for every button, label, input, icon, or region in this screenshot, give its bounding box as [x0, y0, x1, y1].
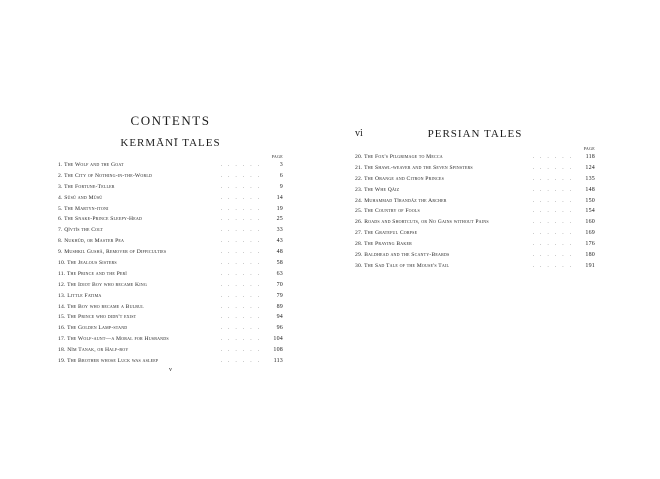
- toc-entry: [355, 261, 595, 272]
- toc-entry-page: 63: [276, 270, 283, 277]
- toc-entry-title: 26. Roads and Shortcuts, or No Gains without Pains: [355, 219, 489, 226]
- toc-leader-dots: ......: [220, 183, 265, 190]
- toc-entry: [355, 152, 595, 163]
- toc-entry: [58, 302, 283, 313]
- toc-entry-title: 9. Mushkil Gushā, Remover of Difficulties: [58, 249, 167, 256]
- toc-entry-title: 19. The Brother whose Luck was asleep: [58, 358, 159, 365]
- toc-entry-page: 25: [276, 216, 283, 223]
- toc-entry-title: 30. The Sad Tale of the Mouse's Tail: [355, 262, 450, 269]
- toc-entry: [355, 250, 595, 261]
- toc-list-left: [58, 160, 283, 367]
- toc-entry-title: 10. The Jealous Sisters: [58, 260, 117, 267]
- toc-entry-title: 5. The Martyn-itoni: [58, 205, 109, 212]
- toc-leader-dots: ......: [532, 241, 577, 248]
- toc-entry-title: 27. The Grateful Corpse: [355, 230, 418, 237]
- toc-entry-page: 79: [276, 292, 283, 299]
- page-column-label: PAGE: [583, 146, 595, 151]
- toc-entry-page: 108: [273, 347, 283, 354]
- toc-entry-page: 3: [279, 162, 283, 168]
- toc-leader-dots: ......: [220, 303, 265, 310]
- toc-entry-title: 13. Little Fatima: [58, 292, 102, 299]
- toc-leader-dots: ......: [220, 292, 265, 299]
- toc-leader-dots: ......: [532, 208, 577, 215]
- toc-entry-title: 28. The Praying Baker: [355, 241, 412, 248]
- toc-leader-dots: ......: [220, 227, 265, 234]
- section-heading-persian: PERSIAN TALES: [427, 128, 523, 140]
- toc-entry: [58, 171, 283, 182]
- toc-entry-title: 8. Nukhūd, or Master Pea: [58, 238, 125, 245]
- toc-list-right: [355, 152, 595, 272]
- toc-leader-dots: ......: [220, 347, 265, 354]
- toc-entry-page: 191: [585, 262, 595, 269]
- toc-entry: [355, 185, 595, 196]
- toc-entry-title: 21. The Shawl-weaver and the Seven Spinsters: [355, 164, 473, 171]
- toc-entry: [58, 291, 283, 302]
- toc-entry-page: 48: [276, 249, 283, 256]
- toc-leader-dots: ......: [532, 262, 577, 269]
- running-head: [355, 126, 595, 142]
- toc-leader-dots: ......: [220, 162, 265, 168]
- toc-leader-dots: ......: [220, 216, 265, 223]
- toc-entry-title: 29. Baldhead and the Scanty-Beards: [355, 252, 450, 259]
- toc-leader-dots: ......: [220, 325, 265, 332]
- toc-entry: [58, 225, 283, 236]
- toc-entry: [355, 217, 595, 228]
- page-number: vi: [355, 128, 363, 139]
- toc-entry-title: 11. The Prince and the Perī: [58, 270, 127, 277]
- page-column-label: PAGE: [271, 154, 283, 159]
- toc-leader-dots: ......: [220, 358, 265, 365]
- toc-entry-page: 118: [585, 154, 595, 160]
- toc-entry-title: 20. The Fox's Pilgrimage to Mecca: [355, 154, 443, 160]
- toc-entry: [58, 323, 283, 334]
- toc-entry-title: 3. The Fortune-Teller: [58, 183, 115, 190]
- right-page: [355, 126, 595, 272]
- toc-entry: [58, 258, 283, 269]
- toc-entry-title: 25. The Country of Fools: [355, 208, 420, 215]
- toc-entry-page: 113: [273, 358, 283, 365]
- left-page: [58, 108, 283, 373]
- toc-entry-page: 33: [276, 227, 283, 234]
- toc-entry-title: 7. Qīvtīs the Colt: [58, 227, 104, 234]
- toc-entry-title: 17. The Wolf-aunt—a Moral for Husbands: [58, 336, 169, 343]
- toc-entry-title: 12. The Idiot Boy who became King: [58, 281, 147, 288]
- toc-leader-dots: ......: [220, 238, 265, 245]
- toc-entry-title: 15. The Prince who didn't exist: [58, 314, 137, 321]
- toc-entry: [355, 239, 595, 250]
- toc-entry: [58, 334, 283, 345]
- toc-leader-dots: ......: [220, 314, 265, 321]
- toc-leader-dots: ......: [532, 197, 577, 204]
- toc-entry-page: 154: [585, 208, 595, 215]
- toc-entry: [58, 214, 283, 225]
- toc-entry-title: 14. The Boy who became a Bulbul: [58, 303, 144, 310]
- toc-entry: [58, 345, 283, 356]
- toc-entry: [355, 206, 595, 217]
- toc-entry-title: 18. Nīm Tanak, or Half-boy: [58, 347, 129, 354]
- toc-entry: [355, 196, 595, 207]
- toc-entry: [355, 163, 595, 174]
- toc-leader-dots: ......: [220, 336, 265, 343]
- toc-entry-page: 9: [279, 183, 283, 190]
- toc-leader-dots: ......: [532, 230, 577, 237]
- toc-entry-page: 160: [585, 219, 595, 226]
- toc-entry-page: 135: [585, 175, 595, 182]
- toc-entry-title: 2. The City of Nothing-in-the-World: [58, 172, 153, 179]
- toc-entry-page: 104: [273, 336, 283, 343]
- toc-entry-page: 169: [585, 230, 595, 237]
- toc-leader-dots: ......: [220, 260, 265, 267]
- toc-entry-page: 180: [585, 252, 595, 259]
- toc-leader-dots: ......: [220, 194, 265, 201]
- toc-entry: [58, 160, 283, 171]
- toc-entry-title: 4. Sūsū and Mūsū: [58, 194, 103, 201]
- toc-leader-dots: ......: [532, 175, 577, 182]
- toc-leader-dots: ......: [220, 249, 265, 256]
- contents-heading: CONTENTS: [130, 113, 211, 128]
- toc-leader-dots: ......: [220, 172, 265, 179]
- toc-entry-page: 14: [276, 194, 283, 201]
- toc-entry-page: 6: [279, 172, 283, 179]
- toc-entry-page: 70: [276, 281, 283, 288]
- toc-entry-title: 6. The Snake-Prince Sleepy-Head: [58, 216, 143, 223]
- toc-entry: [58, 356, 283, 367]
- toc-entry-page: 176: [585, 241, 595, 248]
- toc-entry: [58, 193, 283, 204]
- toc-entry: [58, 182, 283, 193]
- toc-entry: [58, 236, 283, 247]
- toc-entry-page: 124: [585, 164, 595, 171]
- toc-entry-page: 148: [585, 186, 595, 193]
- toc-entry: [58, 280, 283, 291]
- toc-entry-page: 96: [276, 325, 283, 332]
- folio-number: v: [169, 366, 172, 373]
- toc-leader-dots: ......: [220, 205, 265, 212]
- section-heading-kermani: KERMĀNĪ TALES: [120, 137, 221, 149]
- toc-entry: [58, 247, 283, 258]
- toc-leader-dots: ......: [532, 252, 577, 259]
- toc-entry: [58, 312, 283, 323]
- toc-entry: [58, 269, 283, 280]
- toc-leader-dots: ......: [532, 154, 577, 160]
- toc-leader-dots: ......: [532, 164, 577, 171]
- toc-leader-dots: ......: [532, 186, 577, 193]
- toc-entry-title: 24. Muhammad Tīrandāz the Archer: [355, 197, 447, 204]
- toc-entry-title: 22. The Orange and Citron Princes: [355, 175, 445, 182]
- toc-entry-page: 94: [276, 314, 283, 321]
- toc-entry-title: 1. The Wolf and the Goat: [58, 162, 124, 168]
- toc-entry-title: 23. The Whe Qāiz: [355, 186, 400, 193]
- toc-entry-page: 43: [276, 238, 283, 245]
- toc-entry: [355, 228, 595, 239]
- toc-entry: [355, 174, 595, 185]
- toc-leader-dots: ......: [532, 219, 577, 226]
- toc-leader-dots: ......: [220, 281, 265, 288]
- toc-leader-dots: ......: [220, 270, 265, 277]
- toc-entry-page: 150: [585, 197, 595, 204]
- toc-entry: [58, 204, 283, 215]
- toc-entry-page: 89: [276, 303, 283, 310]
- toc-entry-page: 58: [276, 260, 283, 267]
- toc-entry-title: 16. The Golden Lamp-stand: [58, 325, 128, 332]
- toc-entry-page: 19: [276, 205, 283, 212]
